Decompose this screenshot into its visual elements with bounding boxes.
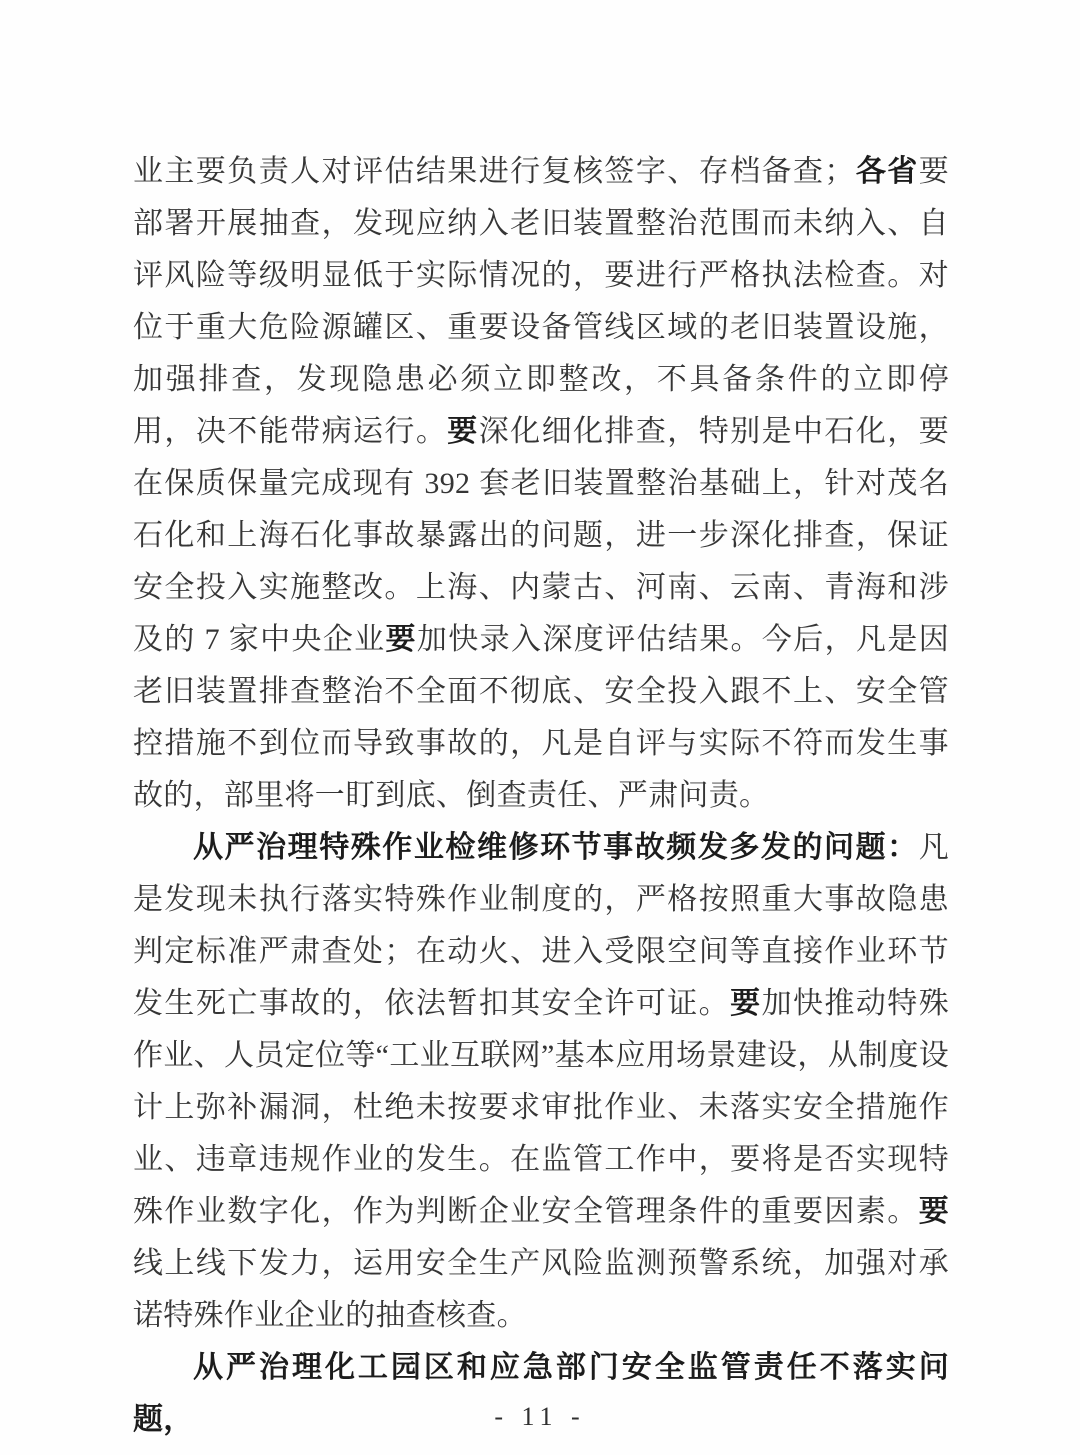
text-run: 业主要负责人对评估结果进行复核签字、存档备查； bbox=[133, 155, 855, 188]
text-run: 加快录入深度评估结果。今后，凡是因老旧装置排查整治不全面不彻底、安全投入跟不上、安全管控措施不到位而导致事故的，凡是自评与实际不符而发生事故的，部里将一盯到底、倒查责任、严肃问责。 bbox=[133, 623, 949, 812]
text-run: 凡是发现未执行落实特殊作业制度的，严格按照重大事故隐患判定标准严肃查处；在动火、进入受限空间等直接作业环节发生死亡事故的，依法暂扣其安全许可证。 bbox=[133, 831, 949, 1020]
text-run: 深化细化排查，特别是中石化，要在保质保量完成现有 392 套老旧装置整治基础上，针对茂名石化和上海石化事故暴露出的问题，进一步深化排查，保证安全投入实施整改。上海、内蒙古、河南、云南、青海和涉及的 7 家中央企业 bbox=[133, 415, 950, 656]
text-run: 要部署开展抽查，发现应纳入老旧装置整治范围而未纳入、自评风险等级明显低于实际情况的，要进行严格执法检查。对位于重大危险源罐区、重要设备管线区域的老旧装置设施，加强排查，发现隐患必须立即整改，不具备条件的立即停用，决不能带病运行。 bbox=[133, 155, 949, 448]
bold-text-run: 从严治理特殊作业检维修环节事故频发多发的问题： bbox=[193, 831, 919, 864]
paragraph bbox=[133, 146, 949, 822]
paragraph bbox=[133, 822, 949, 1342]
bold-text-run: 要 bbox=[730, 987, 762, 1020]
page-footer bbox=[0, 1402, 1080, 1432]
document-body bbox=[133, 146, 949, 1446]
bold-text-run: 要 bbox=[918, 1195, 949, 1228]
bold-text-run: 从严治理化工园区和应急部门安全监管责任不落实问题， bbox=[133, 1351, 949, 1436]
text-run: 加快推动特殊作业、人员定位等“工业互联网”基本应用场景建设，从制度设计上弥补漏洞，杜绝未按要求审批作业、未落实安全措施作业、违章违规作业的发生。在监管工作中，要将是否实现特殊作业数字化，作为判断企业安全管理条件的重要因素。 bbox=[133, 987, 949, 1228]
bold-text-run: 要 bbox=[447, 415, 479, 448]
bold-text-run: 各省 bbox=[854, 155, 919, 188]
text-run: 线上线下发力，运用安全生产风险监测预警系统，加强对承诺特殊作业企业的抽查核查。 bbox=[133, 1247, 949, 1332]
paragraph-container bbox=[133, 146, 949, 1446]
page-number: - 11 - bbox=[494, 1402, 586, 1431]
bold-text-run: 要 bbox=[385, 623, 417, 656]
